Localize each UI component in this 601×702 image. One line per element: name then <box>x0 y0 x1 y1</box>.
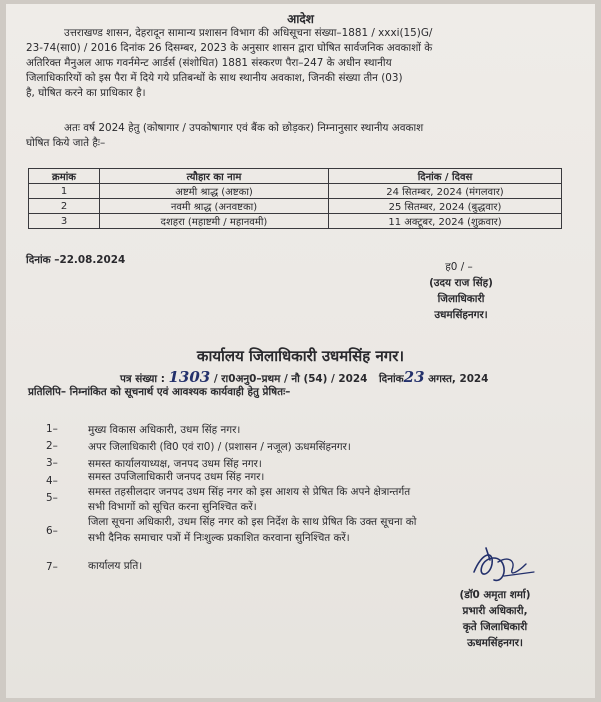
letter-number-prefix: पत्र संख्या : <box>120 373 165 385</box>
table-row <box>29 184 562 199</box>
list-item-continuation: सभी दैनिक समाचार पत्रों में निःशुल्क प्रकाशित करवाना सुनिश्चित करें। <box>88 532 350 544</box>
column-header-serial: क्रमांक <box>29 169 100 184</box>
letter-date-suffix: अगस्त, 2024 <box>428 373 489 385</box>
copy-to-line: प्रतिलिपि– निम्नांकित को सूचनार्थ एवं आवश्यक कार्यवाही हेतु प्रेषितः– <box>28 386 291 398</box>
list-item-continuation: सभी विभागों को सूचित करना सुनिश्चित करें। <box>88 501 257 513</box>
table-row <box>29 199 562 214</box>
copy-signatory-name: (डॉ0 अमृता शर्मा) <box>459 589 531 601</box>
handwritten-signature <box>464 542 544 588</box>
order-heading: आदेश <box>287 12 314 26</box>
table-cell: 25 सितम्बर, 2024 (बुद्धवार) <box>329 199 562 214</box>
order-date: दिनांक –22.08.2024 <box>26 254 126 266</box>
table-cell: 24 सितम्बर, 2024 (मंगलवार) <box>329 184 562 199</box>
table-cell: 2 <box>29 199 100 214</box>
order-signatory-district: उधमसिंहनगर। <box>434 309 488 321</box>
paragraph-line: घोषित किये जाते हैः– <box>26 137 106 149</box>
office-title: कार्यालय जिलाधिकारी उधमसिंह नगर। <box>196 347 405 365</box>
table-cell: 11 अक्टूबर, 2024 (शुक्रवार) <box>329 214 562 229</box>
table-cell: अष्टमी श्राद्ध (अष्टका) <box>100 184 329 199</box>
paragraph-line: जिलाधिकारियों को इस पैरा में दिये गये प्रतिबन्धों के साथ स्थानीय अवकाश, जिनकी संख्या तीन (03) <box>26 72 403 84</box>
holiday-table <box>28 168 562 229</box>
paragraph-line: 23-74(सा0) / 2016 दिनांक 26 दिसम्बर, 2023 के अनुसार शासन द्वारा घोषित सार्वजनिक अवकाशों के <box>26 42 433 54</box>
table-cell: 1 <box>29 184 100 199</box>
list-item: समस्त कार्यालयाध्यक्ष, जनपद उधम सिंह नगर। <box>88 458 262 470</box>
order-paragraph-1 <box>26 26 571 101</box>
list-item: मुख्य विकास अधिकारी, उधम सिंह नगर। <box>88 424 241 436</box>
order-signatory-name: (उदय राज सिंह) <box>429 277 493 289</box>
copy-signatory-on-behalf: कृते जिलाधिकारी <box>462 621 528 633</box>
paragraph-line: है, घोषित करने का प्राधिकार है। <box>26 87 146 99</box>
letter-date-prefix: दिनांक <box>378 373 404 385</box>
list-item-number: 1– <box>46 423 58 435</box>
list-item-number: 3– <box>46 457 58 469</box>
column-header-date: दिनांक / दिवस <box>329 169 562 184</box>
paragraph-line: अतिरिक्त मैनुअल आफ गवर्नमेन्ट आर्डर्स (संशोधित) 1881 संस्करण पैरा–247 के अधीन स्थानीय <box>26 57 392 69</box>
order-sd-mark: ह0 / – <box>445 261 473 273</box>
list-item: समस्त उपजिलाधिकारी जनपद उधम सिंह नगर। <box>88 471 265 483</box>
letter-number-suffix: / रा0अनु0–प्रथम / नौ (54) / 2024 <box>213 373 368 385</box>
list-item-number: 7– <box>46 561 58 573</box>
paragraph-line: अतः वर्ष 2024 हेतु (कोषागार / उपकोषागार एवं बैंक को छोड़कर) निम्नानुसार स्थानीय अवकाश <box>64 122 424 134</box>
list-item-number: 5– <box>46 492 58 504</box>
list-item-number: 6– <box>46 525 58 537</box>
list-item: कार्यालय प्रति। <box>88 560 143 572</box>
table-cell: 3 <box>29 214 100 229</box>
list-item: जिला सूचना अधिकारी, उधम सिंह नगर को इस निर्देश के साथ प्रेषित कि उक्त सूचना को <box>88 516 417 528</box>
list-item: समस्त तहसीलदार जनपद उधम सिंह नगर को इस आशय से प्रेषित कि अपने क्षेत्रान्तर्गत <box>88 486 411 498</box>
list-item: अपर जिलाधिकारी (वि0 एवं रा0) / (प्रशासन / नजूल) ऊधमसिंहनगर। <box>88 441 351 453</box>
column-header-festival: त्यौहार का नाम <box>100 169 329 184</box>
letter-number-handwritten: 1303 <box>168 368 211 386</box>
table-row <box>29 214 562 229</box>
order-paragraph-2 <box>26 121 571 151</box>
letter-number-line <box>120 370 488 386</box>
copy-signatory-designation: प्रभारी अधिकारी, <box>462 605 528 617</box>
table-cell: दशहरा (महाष्टमी / महानवमी) <box>100 214 329 229</box>
paragraph-line: उत्तराखण्ड शासन, देहरादून सामान्य प्रशासन विभाग की अधिसूचना संख्या–1881 / xxxi(15)G/ <box>64 27 433 39</box>
list-item-number: 4– <box>46 475 58 487</box>
copy-signatory-district: ऊधमसिंहनगर। <box>467 637 523 649</box>
order-signatory-designation: जिलाधिकारी <box>437 293 485 305</box>
list-item-number: 2– <box>46 440 58 452</box>
document-page <box>6 4 595 698</box>
letter-date-handwritten: 23 <box>403 368 425 386</box>
table-cell: नवमी श्राद्ध (अनवष्टका) <box>100 199 329 214</box>
table-header-row <box>29 169 562 184</box>
